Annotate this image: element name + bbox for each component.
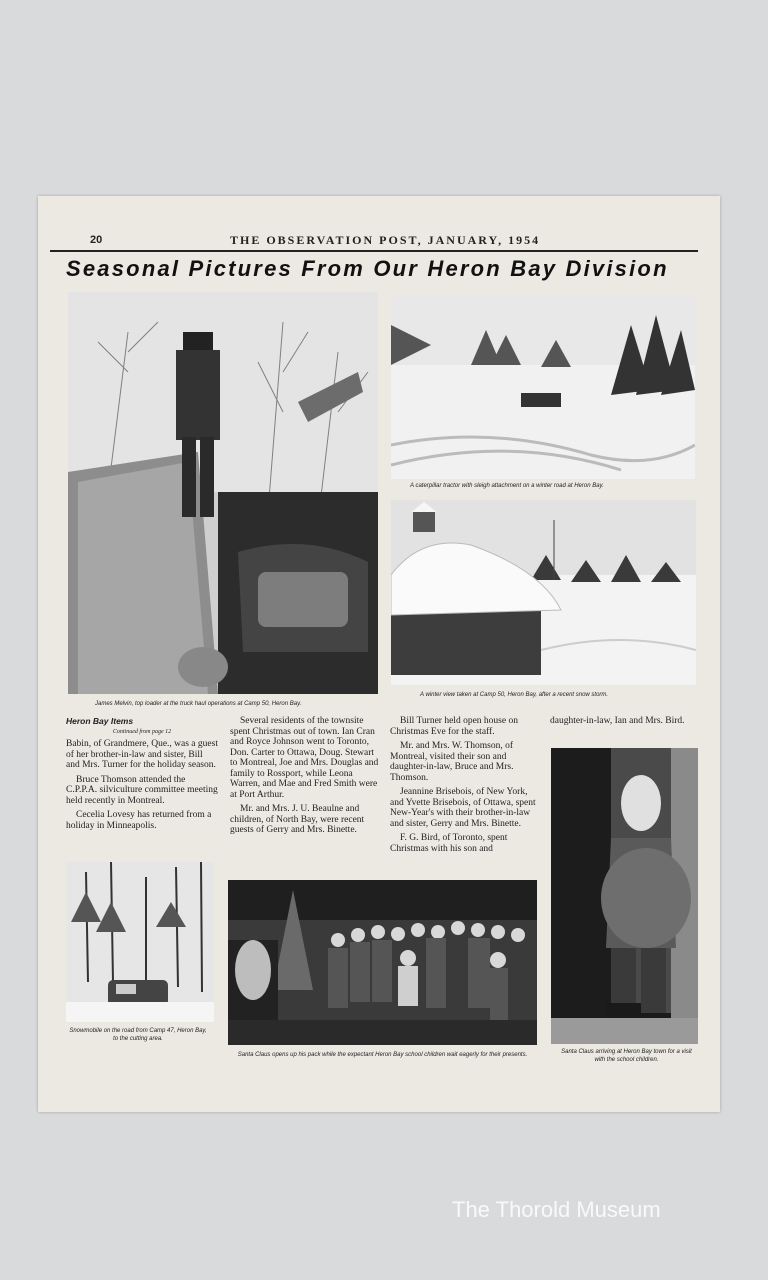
publication-title: THE OBSERVATION POST, JANUARY, 1954 (230, 233, 541, 247)
article-column-2 (230, 716, 380, 840)
santa-children-photo (228, 880, 537, 1045)
paragraph: Bruce Thomson attended the C.P.P.A. silviculture committee meeting held recently in Montreal. (66, 774, 218, 806)
winter-view-caption: A winter view taken at Camp 50, Heron Bay, after a recent snow storm. (420, 692, 609, 698)
article-column-4 (550, 716, 698, 731)
winter-view-photo (391, 500, 696, 685)
paragraph: daughter-in-law, Ian and Mrs. Bird. (550, 716, 685, 726)
loader-photo (68, 292, 378, 694)
museum-watermark: The Thorold Museum (452, 1197, 661, 1222)
section-title: Heron Bay Items (66, 716, 134, 726)
paragraph: Mr. and Mrs. W. Thomson, of Montreal, visited their son and daughter-in-law, Bruce and Mrs. Thomson. (390, 741, 514, 783)
tractor-photo (391, 295, 695, 479)
paragraph: Mr. and Mrs. J. U. Beaulne and children, of North Bay, were recent guests of Gerry and Mrs. Binette. (230, 804, 365, 835)
santa-children-caption: Santa Claus opens up his pack while the expectant Heron Bay school children wait eagerly for their presents. (237, 1052, 528, 1058)
paragraph: Cecelia Lovesy has returned from a holiday in Minneapolis. (66, 810, 212, 831)
page-number: 20 (90, 234, 103, 246)
page-header (50, 232, 698, 252)
article-column-3 (390, 716, 540, 858)
paragraph: Babin, of Grandmere, Que., was a guest of her brother-in-law and sister, Bill and Mrs. Turner for the holiday season. (66, 739, 218, 770)
article-column-1 (66, 716, 218, 835)
tractor-caption: A caterpillar tractor with sleigh attachment on a winter road at Heron Bay. (410, 483, 604, 489)
paragraph: Jeannine Brisebois, of New York, and Yvette Brisebois, of Ottawa, spent New-Year's with their brother-in-law and sister, Gerry and Mrs. Binette. (390, 787, 536, 829)
page-headline: Seasonal Pictures From Our Heron Bay Division (66, 256, 669, 281)
snowmobile-caption: Snowmobile on the road from Camp 47, Heron Bay, to the cutting area. (69, 1028, 207, 1042)
santa-arriving-photo (551, 748, 698, 1044)
snowmobile-photo (66, 862, 214, 1022)
santa-arriving-caption: Santa Claus arriving at Heron Bay town for a visit with the school children. (561, 1049, 692, 1063)
paragraph: F. G. Bird, of Toronto, spent Christmas with his son and (390, 833, 508, 854)
loader-caption: James Melvin, top loader at the truck haul operations at Camp 50, Heron Bay. (95, 701, 302, 707)
paragraph: Bill Turner held open house on Christmas Eve for the staff. (390, 716, 518, 737)
paragraph: Several residents of the townsite spent Christmas out of town. Ian Cran and Royce Johnson went to Toronto, Don. Carter to Ottawa, Doug. Stewart to Montreal, Joe and Mrs. Douglas and family to Rossport, while Leona Warren, and Mae and Fred Smith were at Port Arthur. (230, 716, 379, 800)
continued-note: Continued from page 12 (112, 728, 172, 735)
